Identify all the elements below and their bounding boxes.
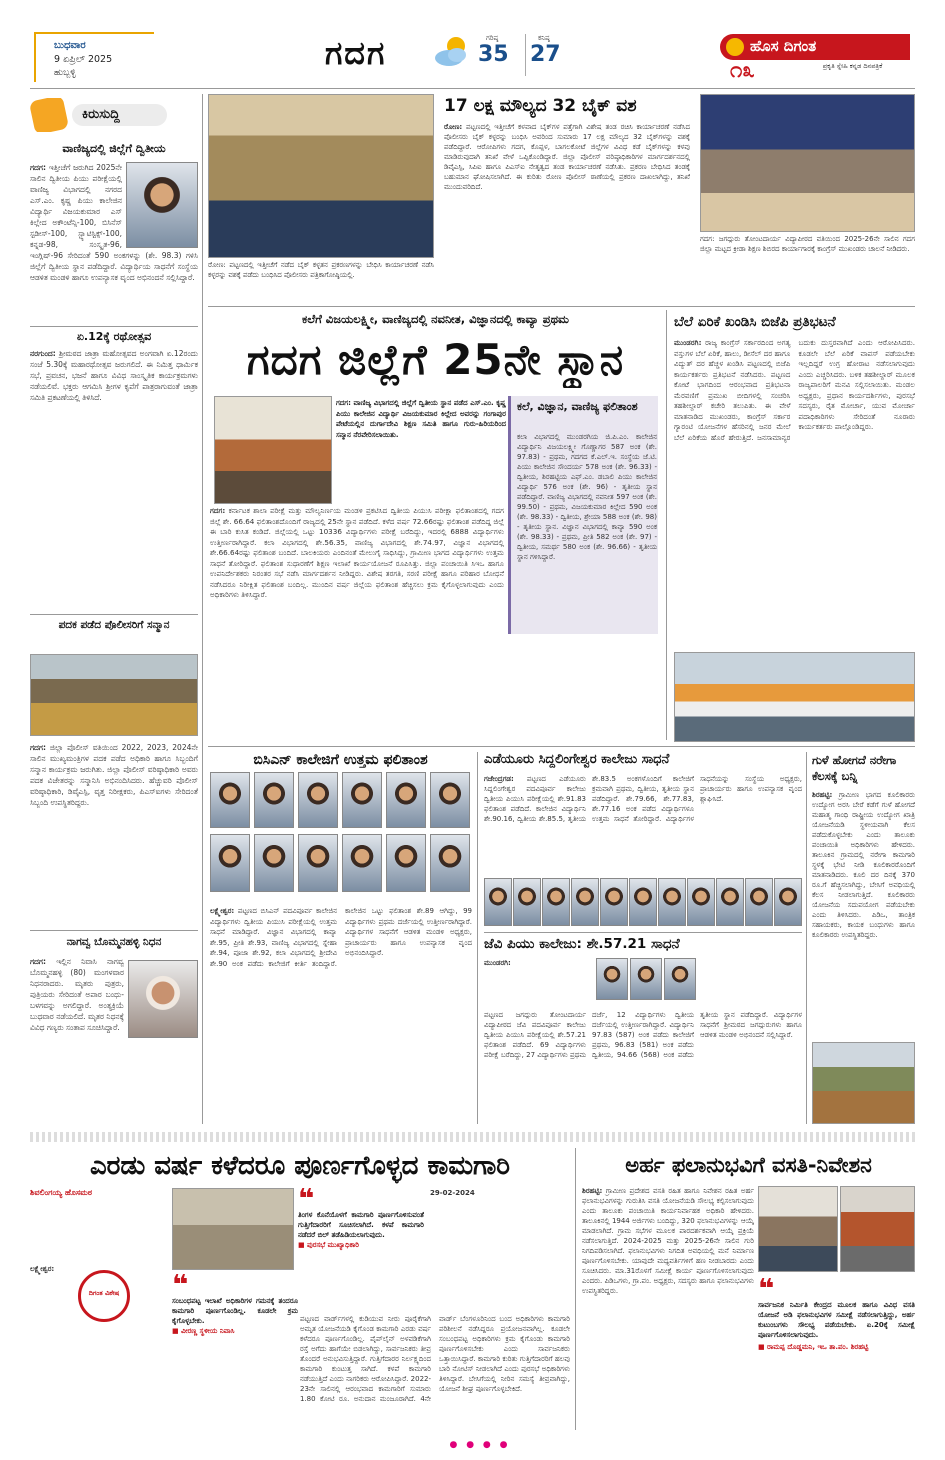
date-label: 9 ಏಪ್ರಿಲ್ 2025 [54,54,113,65]
yediyur-place: ಗಜೇಂದ್ರಗಡ: [484,775,514,783]
brand-logo [720,34,910,60]
top-row-divider [208,306,915,307]
vasati-body [582,1186,754,1426]
kamagari-quote-1-text: ತಿಂಗಳ ಕೊನೆಯೊಳಗೆ ಕಾಮಗಾರಿ ಪೂರ್ಣಗೊಳಿಸುವಂತೆ ಗುತ್ತಿಗೆದಾರರಿಗೆ ಸೂಚಿಸಲಾಗಿದೆ. ಕಳಪೆ ಕಾಮಗಾರಿ ನಡೆದರೆ ಬಿಲ್ ತಡೆಹಿಡಿಯಲಾಗುವುದು. [298,1211,424,1239]
weather-min-label: ಕನಿಷ್ಠ [538,34,550,42]
weather-icon [432,34,472,70]
vasati-headline: ಅರ್ಹ ಫಲಾನುಭವಿಗೆ ವಸತಿ-ನಿವೇಶನ [625,1153,872,1177]
bike-headline: 17 ಲಕ್ಷ ಮೌಲ್ಯದ 32 ಬೈಕ್ ವಶ [444,96,637,116]
brief-text-1: ಇತ್ತೀಚೆಗೆ ಜರುಗಿದ 2025ನೇ ಸಾಲಿನ ದ್ವಿತೀಯ ಪಿಯು ಪರೀಕ್ಷೆಯಲ್ಲಿ ವಾಣಿಜ್ಯ ವಿಭಾಗದಲ್ಲಿ ನಗರದ ಎಸ್.ಎಂ. ಕೃಷ್ಣ ಪಿಯು ಕಾಲೇಜಿನ ವಿದ್ಯಾರ್ಥಿ ವಿಜಯಕುಮಾರ ಎಸ್ ಕಿಲ್ಲೇದ ಅಕೌಂಟೆನ್ಸಿ-100, ಬಿಸಿನೆಸ್ ಸ್ಟಡೀಸ್-100, ಸ್ಟ್ಯಾಟಿಸ್ಟಿಕ್ಸ್-100, ಕನ್ನಡ-98, ಸಂಸ್ಕೃತ-96, ಇಂಗ್ಲಿಷ್-96 ಸೇರಿದಂತೆ 590 ಅಂಕಗಳನ್ನು (ಶೇ. 98.3) ಗಳಿಸಿ ಜಿಲ್ಲೆಗೆ ದ್ವಿತೀಯ ಸ್ಥಾನ ಪಡೆದಿದ್ದಾರೆ. ವಿದ್ಯಾರ್ಥಿಯ ಸಾಧನೆಗೆ ಸಂಸ್ಥೆಯ ಆಡಳಿತ ಮಂಡಳಿ ಹಾಗೂ ಉಪನ್ಯಾಸಕ ವೃಂದ ಅಭಿನಂದನೆ ಸಲ್ಲಿಸಿದ್ದಾರೆ. [30,163,198,282]
kamagari-byline: ಶಿವಲಿಂಗಯ್ಯ ಹೊಸಮಠ [30,1188,93,1197]
kamagari-place: ಲಕ್ಷ್ಮೇಶ್ವರ: [30,1265,55,1273]
student-photo [386,772,426,828]
kamagari-body-col [430,1188,570,1312]
weather-max-value: 35 [478,42,509,67]
bike-place: ರೋಣ: [444,123,463,131]
brief-title-2: ಏ.12ಕ್ಕೆ ರಥೋತ್ಸವ [76,330,152,343]
column-separator-left [202,94,203,1124]
vasati-photo-1 [758,1186,838,1272]
kirusuddi-badge [30,98,170,132]
student-photo [571,878,599,926]
bcn-headline: ಬಿಸಿಎನ್ ಕಾಲೇಜಿಗೆ ಉತ್ತಮ ಫಲಿತಾಂಶ [253,752,428,768]
logo-tagline: ಪ್ರಕೃತಿ ಸ್ನೇಹಿ ಕನ್ನಡ ದಿನಪತ್ರಿಕೆ [822,62,883,70]
vasati-photo-2 [840,1186,915,1272]
student-photo [342,834,382,892]
page-number: ೧೩ [730,58,755,83]
kirusuddi-column [30,94,198,1124]
kirusuddi-label [72,104,167,126]
bike-body [444,122,690,302]
student-photo [430,772,470,828]
jsv-headline: ಜೆವಿ ಪಿಯು ಕಾಲೇಜು: ಶೇ.57.21 ಸಾಧನೆ [484,936,680,952]
lead-side-body: ಕಲಾ ವಿಭಾಗದಲ್ಲಿ ಮುಂಡರಗಿಯ ಜಿ.ಪಿ.ಎಂ. ಕಾಲೇಜಿನ ವಿದ್ಯಾರ್ಥಿನಿ ವಿಜಯಲಕ್ಷ್ಮೀ ಗೊಣ್ಣಾಗರ 587 ಅಂಕ (ಶೇ. 97.83) - ಪ್ರಥಮ, ಗದಗದ ಕೆ.ಎಲ್.ಇ. ಸಂಸ್ಥೆಯ ಜೆ.ಟಿ. ಪಿಯು ಕಾಲೇಜಿನ ಸೌಂದರ್ಯ 578 ಅಂಕ (ಶೇ. 96.33) - ದ್ವಿತೀಯ, ಶಿರಹಟ್ಟಿಯ ಎಫ್.ಎಂ. ಡಬಾಲಿ ಪಿಯು ಕಾಲೇಜಿನ ವಿದ್ಯಾರ್ಥಿ 576 ಅಂಕ (ಶೇ. 96) - ತೃತೀಯ ಸ್ಥಾನ ಪಡೆದಿದ್ದಾರೆ. ವಾಣಿಜ್ಯ ವಿಭಾಗದಲ್ಲಿ ನವನೀತ 597 ಅಂಕ (ಶೇ. 99.50) - ಪ್ರಥಮ, ವಿಜಯಕುಮಾರ ಕಿಲ್ಲೇದ 590 ಅಂಕ (ಶೇ. 98.33) - ದ್ವಿತೀಯ, ಶ್ರೇಯಾ 588 ಅಂಕ (ಶೇ. 98) - ತೃತೀಯ ಸ್ಥಾನ. ವಿಜ್ಞಾನ ವಿಭಾಗದಲ್ಲಿ ಕಾವ್ಯಾ 590 ಅಂಕ (ಶೇ. 98.33) - ಪ್ರಥಮ, ಪ್ರೀತಿ 582 ಅಂಕ (ಶೇ. 97) - ದ್ವಿತೀಯ, ಸಮರ್ಥ 580 ಅಂಕ (ಶೇ. 96.66) - ತೃತೀಯ ಸ್ಥಾನ ಗಳಿಸಿದ್ದಾರೆ. [517,433,657,561]
middle-row-divider [208,746,915,747]
student-photo [342,772,382,828]
bjp-headline: ಬೆಲೆ ಏರಿಕೆ ಖಂಡಿಸಿ ಬಿಜೆಪಿ ಪ್ರತಿಭಟನೆ [674,314,836,330]
lead-side-title: ಕಲೆ, ವಿಜ್ಞಾನ, ವಾಣಿಜ್ಯ ಫಲಿತಾಂಶ [517,400,638,413]
digantha-vishesha-badge [78,1270,130,1322]
masthead-rule [30,88,915,89]
brief-place-1: ಗದಗ: [30,163,46,172]
yediyur-body [484,774,802,874]
quote-mark-icon: ❝ [758,1278,775,1305]
lead-kicker: ಕಲೆಗೆ ವಿಜಯಲಕ್ಷ್ಮೀ, ವಾಣಿಜ್ಯದಲ್ಲಿ ನವನೀತ, ವಿಜ್ಞಾನದಲ್ಲಿ ಕಾವ್ಯಾ ಪ್ರಥಮ [302,312,569,326]
bcn-separator [477,752,478,1124]
student-photo [298,834,338,892]
gule-headline: ಗುಳೆ ಹೋಗದೆ ನರೇಗಾ ಕೆಲಸಕ್ಕೆ ಬನ್ನಿ [812,753,897,783]
brief-text-3: ಜಿಲ್ಲಾ ಪೊಲೀಸ್ ವತಿಯಿಂದ 2022, 2023, 2024ನೇ ಸಾಲಿನ ಮುಖ್ಯಮಂತ್ರಿಗಳ ಪದಕ ಪಡೆದ ಅಧಿಕಾರಿ ಹಾಗೂ ಸಿಬ್ಬಂದಿಗೆ ಸನ್ಮಾನ ಕಾರ್ಯಕ್ರಮ ಜರುಗಿತು. ಜಿಲ್ಲಾ ಪೊಲೀಸ್ ವರಿಷ್ಠಾಧಿಕಾರಿ ಅವರು ಪದಕ ವಿಜೇತರನ್ನು ಸನ್ಮಾನಿಸಿ ಅಭಿನಂದಿಸಿದರು. ಹೆಚ್ಚುವರಿ ಪೊಲೀಸ್ ವರಿಷ್ಠಾಧಿಕಾರಿ, ಡಿವೈಎಸ್ಪಿ, ವೃತ್ತ ನಿರೀಕ್ಷಕರು, ಪಿಎಸ್ಐಗಳು ಸೇರಿದಂತೆ ಸಿಬ್ಬಂದಿ ಉಪಸ್ಥಿತರಿದ್ದರು. [30,743,198,807]
print-registration-marks: ● ● ● ● [449,1440,511,1450]
gule-separator [806,752,807,1124]
bcn-place: ಲಕ್ಷ್ಮೇಶ್ವರ: [210,907,235,915]
yediyur-headline: ಎಡೆಯೂರು ಸಿದ್ದಲಿಂಗೇಶ್ವರ ಕಾಲೇಜು ಸಾಧನೆ [484,752,670,767]
student-photo [629,878,657,926]
kamagari-quote-1 [298,1188,424,1308]
bjp-body [674,338,915,648]
brief-divider-1 [30,326,198,327]
lead-body [210,506,504,746]
student-photo [254,772,294,828]
brief-title-3: ಪದಕ ಪಡೆದ ಪೊಲೀಸರಿಗೆ ಸನ್ಮಾನ [58,619,170,631]
student-photo [298,772,338,828]
kamagari-headline: ಎರಡು ವರ್ಷ ಕಳೆದರೂ ಪೂರ್ಣಗೊಳ್ಳದ ಕಾಮಗಾರಿ [89,1151,511,1181]
city-label: ಹುಬ್ಬಳ್ಳಿ [54,68,76,78]
vasati-place: ಶಿರಹಟ್ಟಿ: [582,1187,603,1195]
brief-title-4: ನಾಗವ್ವ ಬೊಮ್ಮನಹಳ್ಳಿ ನಿಧನ [66,936,162,948]
yediyur-text: ಪಟ್ಟಣದ ಎಡೆಯೂರು ಸಿದ್ದಲಿಂಗೇಶ್ವರ ಪದವಿಪೂರ್ವ ಕಾಲೇಜು ದ್ವಿತೀಯ ಪಿಯುಸಿ ಪರೀಕ್ಷೆಯಲ್ಲಿ ಶೇ.91.83 ಫಲಿತಾಂಶ ಪಡೆದಿದೆ. ಕಾಲೇಜಿನ ವಿದ್ಯಾರ್ಥಿನಿ ಶೇ.90.16, ದ್ವಿತೀಯ ಶೇ.85.5, ತೃತೀಯ ಶೇ.83.5 ಅಂಕಗಳೊಂದಿಗೆ ಕಾಲೇಜಿಗೆ ಕ್ರಮವಾಗಿ ಪ್ರಥಮ, ದ್ವಿತೀಯ, ತೃತೀಯ ಸ್ಥಾನ ಪಡೆದಿದ್ದಾರೆ. ಶೇ.79.66, ಶೇ.77.83, ಶೇ.77.16 ಅಂಕ ಪಡೆದ ವಿದ್ಯಾರ್ಥಿಗಳೂ ಉತ್ತಮ ಸಾಧನೆ ತೋರಿದ್ದಾರೆ. ವಿದ್ಯಾರ್ಥಿಗಳ ಸಾಧನೆಯನ್ನು ಸಂಸ್ಥೆಯ ಅಧ್ಯಕ್ಷರು, ಪ್ರಾಚಾರ್ಯರು ಹಾಗೂ ಉಪನ್ಯಾಸಕ ವೃಂದ ಶ್ಲಾಘಿಸಿದೆ. [484,775,802,823]
student-photo [210,834,250,892]
edition-title: ಗದಗ [325,34,387,72]
lead-photo-caption: ಗದಗ: ವಾಣಿಜ್ಯ ವಿಭಾಗದಲ್ಲಿ ಜಿಲ್ಲೆಗೆ ದ್ವಿತೀಯ ಸ್ಥಾನ ಪಡೆದ ಎಸ್.ಎಂ. ಕೃಷ್ಣ ಪಿಯು ಕಾಲೇಜಿನ ವಿದ್ಯಾರ್ಥಿ ವಿಜಯಕುಮಾರ ಕಿಲ್ಲೇದ ಅವರನ್ನು ಗಂಗಾಪುರ ಪೇಟೆಯಲ್ಲಿನ ದುರ್ಗಾದೇವಿ ಶಿಕ್ಷಣ ಸಮಿತಿ ಹಾಗೂ ಗುರು-ಹಿರಿಯರಿಂದ ಸನ್ಮಾನ ನೆರವೇರಿಸಲಾಯಿತು. [336,399,506,439]
sports-camp-photo [700,94,915,232]
quote-mark-icon: ❝ [172,1274,189,1301]
kamagari-quote-2 [172,1274,298,1424]
vasati-text: ಗ್ರಾಮೀಣ ಪ್ರದೇಶದ ವಸತಿ ರಹಿತ ಹಾಗೂ ನಿವೇಶನ ರಹಿತ ಅರ್ಹ ಫಲಾನುಭವಿಗಳನ್ನು ಗುರುತಿಸಿ ವಸತಿ ಯೋಜನೆಯಡಿ ಸೌಲಭ್ಯ ಕಲ್ಪಿಸಲಾಗುವುದು ಎಂದು ತಾಲೂಕು ಪಂಚಾಯಿತಿ ಕಾರ್ಯನಿರ್ವಾಹಕ ಅಧಿಕಾರಿ ಹೇಳಿದರು. ತಾಲೂಕಿನಲ್ಲಿ 1944 ಅರ್ಜಿಗಳು ಬಂದಿದ್ದು, 320 ಫಲಾನುಭವಿಗಳನ್ನು ಆಯ್ಕೆ ಮಾಡಲಾಗಿದೆ. ಗ್ರಾಮ ಸಭೆಗಳ ಮೂಲಕ ಪಾರದರ್ಶಕವಾಗಿ ಆಯ್ಕೆ ಪ್ರಕ್ರಿಯೆ ನಡೆಸಲಾಗುತ್ತಿದೆ. 2024-2025 ಮತ್ತು 2025-26ನೇ ಸಾಲಿನ ಗುರಿ ನಿಗದಿಪಡಿಸಲಾಗಿದೆ. ಫಲಾನುಭವಿಗಳು ನಿಗದಿತ ಅವಧಿಯಲ್ಲಿ ಮನೆ ನಿರ್ಮಾಣ ಪೂರ್ಣಗೊಳಿಸಬೇಕು. ಯಾವುದೇ ಮಧ್ಯವರ್ತಿಗಳಿಗೆ ಹಣ ನೀಡಬಾರದು ಎಂದು ಸೂಚಿಸಿದರು. ಮಾ.31ರೊಳಗೆ ಸಮೀಕ್ಷೆ ಕಾರ್ಯ ಪೂರ್ಣಗೊಳಿಸಲಾಗುವುದು ಎಂದರು. ಪಿಡಿಒಗಳು, ಗ್ರಾ.ಪಂ. ಅಧ್ಯಕ್ಷರು, ಸದಸ್ಯರು ಹಾಗೂ ಫಲಾನುಭವಿಗಳು ಉಪಸ್ಥಿತರಿದ್ದರು. [582,1187,754,1295]
jsv-place: ಮುಂಡರಗಿ: [484,959,511,967]
digantha-vishesha-label: ದಿಗಂತ ವಿಶೇಷ [88,1289,120,1297]
brief-title-1: ವಾಣಿಜ್ಯದಲ್ಲಿ ಜಿಲ್ಲೆಗೆ ದ್ವಿತೀಯ [62,142,166,155]
gule-place: ಶಿರಹಟ್ಟಿ: [812,791,833,799]
day-label: ಬುಧವಾರ [54,40,86,51]
jsv-body: ಪಟ್ಟಣದ ಜಗದ್ಗುರು ತೋಂಟದಾರ್ಯ ವಿದ್ಯಾಪೀಠದ ಜೆವಿ ಪದವಿಪೂರ್ವ ಕಾಲೇಜು ದ್ವಿತೀಯ ಪಿಯುಸಿ ಪರೀಕ್ಷೆಯಲ್ಲಿ ಶೇ.57.21 ಫಲಿತಾಂಶ ಪಡೆದಿದೆ. 69 ವಿದ್ಯಾರ್ಥಿಗಳು ಪರೀಕ್ಷೆ ಬರೆದಿದ್ದು, 27 ವಿದ್ಯಾರ್ಥಿಗಳು ಪ್ರಥಮ ದರ್ಜೆ, 12 ವಿದ್ಯಾರ್ಥಿಗಳು ದ್ವಿತೀಯ ದರ್ಜೆಯಲ್ಲಿ ಉತ್ತೀರ್ಣರಾಗಿದ್ದಾರೆ. ವಿದ್ಯಾರ್ಥಿನಿ 97.83 (587) ಅಂಕ ಪಡೆದು ಕಾಲೇಜಿಗೆ ಪ್ರಥಮ, 96.83 (581) ಅಂಕ ಪಡೆದು ದ್ವಿತೀಯ, 94.66 (568) ಅಂಕ ಪಡೆದು ತೃತೀಯ ಸ್ಥಾನ ಪಡೆದಿದ್ದಾರೆ. ವಿದ್ಯಾರ್ಥಿಗಳ ಸಾಧನೆಗೆ ಶ್ರೀಮಠದ ಜಗದ್ಗುರುಗಳು ಹಾಗೂ ಆಡಳಿತ ಮಂಡಳಿ ಅಭಿನಂದನೆ ಸಲ್ಲಿಸಿದ್ದಾರೆ. [484,1011,802,1059]
logo-text: ಹೊಸ ದಿಗಂತ [750,37,817,55]
lead-headline: ಗದಗ ಜಿಲ್ಲೆಗೆ 25ನೇ ಸ್ಥಾನ [246,335,625,384]
student-photo [716,878,744,926]
student-photo [513,878,541,926]
brief-photo-police [30,654,198,736]
student-photo [687,878,715,926]
weather-max-label: ಗರಿಷ್ಠ [486,34,499,42]
bjp-photo [674,652,915,742]
brief-body-1 [30,162,198,322]
brief-text-4: ಇಲ್ಲಿನ ನಿವಾಸಿ ನಾಗವ್ವ ಬೊಮ್ಮನಹಳ್ಳಿ (80) ಮಂಗಳವಾರ ನಿಧನರಾದರು. ಮೃತರು ಪುತ್ರರು, ಪುತ್ರಿಯರು ಸೇರಿದಂತೆ ಅಪಾರ ಬಂಧು-ಬಳಗವನ್ನು ಅಗಲಿದ್ದಾರೆ. ಅಂತ್ಯಕ್ರಿಯೆ ಬುಧವಾರ ನಡೆಯಲಿದೆ. ಮೃತರ ನಿಧನಕ್ಕೆ ವಿವಿಧ ಗಣ್ಯರು ಸಂತಾಪ ಸೂಚಿಸಿದ್ದಾರೆ. [30,957,124,1032]
date-block [34,32,154,82]
gule-photo [812,1042,915,1124]
logo-sun-icon [726,38,744,56]
quote-mark-icon: ❝ [298,1188,315,1215]
brief-body-3 [30,742,198,922]
weather-max [478,34,528,76]
weather-min [525,34,575,76]
bjp-place: ಮುಂಡರಗಿ: [674,338,702,347]
gule-body [812,790,915,1038]
police-photo-caption: ರೋಣ: ಪಟ್ಟಣದಲ್ಲಿ ಇತ್ತೀಚೆಗೆ ನಡೆದ ಬೈಕ್ ಕಳ್ಳತನ ಪ್ರಕರಣಗಳನ್ನು ಬೇಧಿಸಿ ಕಾರ್ಯಾಚರಣೆ ನಡೆಸಿ ಕಳ್ಳರನ್ನು ವಶಕ್ಕೆ ಪಡೆದು ಬಂಧಿಸಿದ ಪೊಲೀಸರು ಪತ್ರಿಕಾಗೋಷ್ಠಿಯಲ್ಲಿ. [208,261,434,279]
student-photo [542,878,570,926]
student-photo [774,878,802,926]
brief-body-4 [30,956,198,1046]
weather-min-value: 27 [530,42,561,67]
vasati-quote-text: ಸಾರ್ವಜನಿಕ ನಿರ್ಮಿತಿ ಕೇಂದ್ರದ ಮೂಲಕ ಹಾಗೂ ವಿವಿಧ ವಸತಿ ಯೋಜನೆ ಅಡಿ ಫಲಾನುಭವಿಗಳ ಸಮೀಕ್ಷೆ ನಡೆಸಲಾಗುತ್ತಿದ್ದು, ಅರ್ಹ ಕುಟುಂಬಗಳು ಸೌಲಭ್ಯ ಪಡೆಯಬೇಕು. ಏ.20ಕ್ಕೆ ಸಮೀಕ್ಷೆ ಪೂರ್ಣಗೊಳಿಸಲಾಗುವುದು. [758,1301,915,1339]
bcn-body [210,906,472,1124]
bottom-band [30,1132,915,1142]
yediyur-photo-strip [484,878,802,928]
hand-icon [30,98,69,132]
student-photo [254,834,294,892]
bcn-photo-grid [210,772,472,898]
lead-right-separator [666,310,667,740]
kamagari-date: 29-02-2024 [430,1189,475,1197]
bjp-text: ರಾಜ್ಯ ಕಾಂಗ್ರೆಸ್ ಸರ್ಕಾರದಿಂದ ಅಗತ್ಯ ವಸ್ತುಗಳ ಬೆಲೆ ಏರಿಕೆ, ಹಾಲು, ಡೀಸೆಲ್ ದರ ಹಾಗೂ ವಿದ್ಯುತ್ ದರ ಹೆಚ್ಚಳ ಖಂಡಿಸಿ ಪಟ್ಟಣದಲ್ಲಿ ಬಿಜೆಪಿ ಕಾರ್ಯಕರ್ತರು ಪ್ರತಿಭಟನೆ ನಡೆಸಿದರು. ಪಟ್ಟಣದ ಕೋಟೆ ಭಾಗದಿಂದ ಆರಂಭವಾದ ಪ್ರತಿಭಟನಾ ಮೆರವಣಿಗೆ ಪ್ರಮುಖ ಬೀದಿಗಳಲ್ಲಿ ಸಂಚರಿಸಿ ತಹಶೀಲ್ದಾರ್ ಕಚೇರಿ ತಲುಪಿತು. ಈ ವೇಳೆ ಮಾತನಾಡಿದ ಮುಖಂಡರು, ಕಾಂಗ್ರೆಸ್ ಸರ್ಕಾರ ಗ್ಯಾರಂಟಿ ಯೋಜನೆಗಳ ಹೆಸರಿನಲ್ಲಿ ಜನರ ಮೇಲೆ ಬೆಲೆ ಏರಿಕೆಯ ಹೊರೆ ಹೇರುತ್ತಿದೆ. ಜನಸಾಮಾನ್ಯರ ಬದುಕು ದುಸ್ತರವಾಗಿದೆ ಎಂದು ಆರೋಪಿಸಿದರು. ಕೂಡಲೇ ಬೆಲೆ ಏರಿಕೆ ವಾಪಸ್ ಪಡೆಯಬೇಕು ಇಲ್ಲದಿದ್ದರೆ ಉಗ್ರ ಹೋರಾಟ ನಡೆಸಲಾಗುವುದು ಎಂದು ಎಚ್ಚರಿಸಿದರು. ಬಳಿಕ ತಹಶೀಲ್ದಾರ್ ಮೂಲಕ ರಾಜ್ಯಪಾಲರಿಗೆ ಮನವಿ ಸಲ್ಲಿಸಲಾಯಿತು. ಮಂಡಲ ಅಧ್ಯಕ್ಷರು, ಪ್ರಧಾನ ಕಾರ್ಯದರ್ಶಿಗಳು, ಪುರಸಭೆ ಸದಸ್ಯರು, ರೈತ ಮೋರ್ಚಾ, ಯುವ ಮೋರ್ಚಾ ಪದಾಧಿಕಾರಿಗಳು ಸೇರಿದಂತೆ ನೂರಾರು ಕಾರ್ಯಕರ್ತರು ಪಾಲ್ಗೊಂಡಿದ್ದರು. [674,338,915,442]
police-photo [208,94,434,258]
lead-photo [214,396,332,504]
kamagari-separator [575,1148,576,1430]
brief-place-2: ನರಗುಂದ: [30,349,56,358]
student-photo [484,878,512,926]
student-photo [386,834,426,892]
brief-place-4: ಗದಗ: [30,957,46,966]
kamagari-quote-1-by: ■ ಪುರಸಭೆ ಮುಖ್ಯಾಧಿಕಾರಿ [298,1241,359,1249]
student-photo [210,772,250,828]
lead-side-box [508,396,658,634]
lead-place: ಗದಗ: [210,506,226,515]
sports-camp-caption: ಗದಗ: ಜಗದ್ಗುರು ತೋಂಟದಾರ್ಯ ವಿದ್ಯಾಪೀಠದ ವತಿಯಿಂದ 2025-26ನೇ ಸಾಲಿನ ಗದಗ ಜಿಲ್ಲಾ ಮಟ್ಟದ ಕ್ರೀಡಾ ಶಿಕ್ಷಣ ಶಿಬಿರದ ಕಾರ್ಯಾಗಾರಕ್ಕೆ ಕಾಂಗ್ರೆಸ್ ಮುಖಂಡರು ಚಾಲನೆ ನೀಡಿದರು. [700,235,915,253]
student-photo [745,878,773,926]
brief-place-3: ಗದಗ: [30,743,46,752]
kamagari-quote-2-by: ■ ವೀರಣ್ಣ ಸ್ಥಳೀಯ ನಿವಾಸಿ [172,1327,235,1335]
brief-body-2 [30,348,198,610]
gule-text: ಗ್ರಾಮೀಣ ಭಾಗದ ಕೂಲಿಕಾರರು ಉದ್ಯೋಗ ಅರಸಿ ಬೇರೆ ಕಡೆಗೆ ಗುಳೆ ಹೋಗದೆ ಮಹಾತ್ಮ ಗಾಂಧಿ ರಾಷ್ಟ್ರೀಯ ಉದ್ಯೋಗ ಖಾತ್ರಿ ಯೋಜನೆಯಡಿ ಸ್ಥಳೀಯವಾಗಿ ಕೆಲಸ ಪಡೆದುಕೊಳ್ಳಬೇಕು ಎಂದು ತಾಲೂಕು ಪಂಚಾಯಿತಿ ಅಧಿಕಾರಿಗಳು ಹೇಳಿದರು. ತಾಲೂಕಿನ ಗ್ರಾಮದಲ್ಲಿ ನರೇಗಾ ಕಾಮಗಾರಿ ಸ್ಥಳಕ್ಕೆ ಭೇಟಿ ನೀಡಿ ಕೂಲಿಕಾರರೊಂದಿಗೆ ಮಾತನಾಡಿದರು. ಕೂಲಿ ದರ ದಿನಕ್ಕೆ 370 ರೂ.ಗೆ ಹೆಚ್ಚಿಸಲಾಗಿದ್ದು, ಬೇಸಿಗೆ ಅವಧಿಯಲ್ಲಿ ಕೆಲಸ ನೀಡಲಾಗುತ್ತಿದೆ. ಕೂಲಿಕಾರರು ಯೋಜನೆಯ ಸದುಪಯೋಗ ಪಡೆಯಬೇಕು ಎಂದು ತಿಳಿಸಿದರು. ಪಿಡಿಒ, ತಾಂತ್ರಿಕ ಸಹಾಯಕರು, ಕಾಯಕ ಬಂಧುಗಳು ಹಾಗೂ ಕೂಲಿಕಾರರು ಉಪಸ್ಥಿತರಿದ್ದರು. [812,791,915,939]
student-photo [658,878,686,926]
brief-text-2: ಶ್ರೀಮಠದ ಜಾತ್ರಾ ಮಹೋತ್ಸವದ ಅಂಗವಾಗಿ ಏ.12ರಂದು ಸಂಜೆ 5.30ಕ್ಕೆ ಮಹಾರಥೋತ್ಸವ ಜರುಗಲಿದೆ. ಈ ನಿಮಿತ್ತ ಧಾರ್ಮಿಕ ಸಭೆ, ಪ್ರವಚನ, ಭಜನೆ ಹಾಗೂ ವಿವಿಧ ಸಾಂಸ್ಕೃತಿಕ ಕಾರ್ಯಕ್ರಮಗಳು ನಡೆಯಲಿವೆ. ಭಕ್ತರು ಆಗಮಿಸಿ ಶ್ರೀಗಳ ಕೃಪೆಗೆ ಪಾತ್ರರಾಗುವಂತೆ ಜಾತ್ರಾ ಸಮಿತಿ ಪ್ರಕಟಣೆಯಲ್ಲಿ ತಿಳಿಸಿದೆ. [30,349,198,402]
bcn-text: ಪಟ್ಟಣದ ಬಿಸಿಎನ್ ಪದವಿಪೂರ್ವ ಕಾಲೇಜಿನ ವಿದ್ಯಾರ್ಥಿಗಳು ದ್ವಿತೀಯ ಪಿಯುಸಿ ಪರೀಕ್ಷೆಯಲ್ಲಿ ಉತ್ತಮ ಸಾಧನೆ ಮಾಡಿದ್ದಾರೆ. ವಿಜ್ಞಾನ ವಿಭಾಗದಲ್ಲಿ ಕಾವ್ಯಾ ಶೇ.95, ಪ್ರೀತಿ ಶೇ.93, ವಾಣಿಜ್ಯ ವಿಭಾಗದಲ್ಲಿ ಸ್ನೇಹಾ ಶೇ.94, ಪೂಜಾ ಶೇ.92, ಕಲಾ ವಿಭಾಗದಲ್ಲಿ ಶ್ರೀದೇವಿ ಶೇ.90 ಅಂಕ ಪಡೆದು ಕಾಲೇಜಿಗೆ ಕೀರ್ತಿ ತಂದಿದ್ದಾರೆ. ಕಾಲೇಜಿನ ಒಟ್ಟು ಫಲಿತಾಂಶ ಶೇ.89 ಆಗಿದ್ದು, 99 ವಿದ್ಯಾರ್ಥಿಗಳು ಪ್ರಥಮ ದರ್ಜೆಯಲ್ಲಿ ಉತ್ತೀರ್ಣರಾಗಿದ್ದಾರೆ. ವಿದ್ಯಾರ್ಥಿಗಳ ಸಾಧನೆಗೆ ಆಡಳಿತ ಮಂಡಳಿ ಅಧ್ಯಕ್ಷರು, ಪ್ರಾಚಾರ್ಯರು ಹಾಗೂ ಉಪನ್ಯಾಸಕ ವೃಂದ ಅಭಿನಂದಿಸಿದ್ದಾರೆ. [210,907,472,968]
student-photo [430,834,470,892]
jsv-divider [484,932,802,933]
lead-text: ಕರ್ನಾಟಕ ಶಾಲಾ ಪರೀಕ್ಷೆ ಮತ್ತು ಮೌಲ್ಯನಿರ್ಣಯ ಮಂಡಳಿ ಪ್ರಕಟಿಸಿದ ದ್ವಿತೀಯ ಪಿಯುಸಿ ಪರೀಕ್ಷಾ ಫಲಿತಾಂಶದಲ್ಲಿ ಗದಗ ಜಿಲ್ಲೆ ಶೇ. 66.64 ಫಲಿತಾಂಶದೊಂದಿಗೆ ರಾಜ್ಯದಲ್ಲಿ 25ನೇ ಸ್ಥಾನ ಪಡೆದಿದೆ. ಕಳೆದ ವರ್ಷ 72.66ರಷ್ಟು ಫಲಿತಾಂಶ ಪಡೆದಿದ್ದ ಜಿಲ್ಲೆ ಈ ಬಾರಿ ಕುಸಿತ ಕಂಡಿದೆ. ಜಿಲ್ಲೆಯಲ್ಲಿ ಒಟ್ಟು 10336 ವಿದ್ಯಾರ್ಥಿಗಳು ಪರೀಕ್ಷೆ ಬರೆದಿದ್ದು, ಇದರಲ್ಲಿ 6888 ವಿದ್ಯಾರ್ಥಿಗಳು ಉತ್ತೀರ್ಣರಾಗಿದ್ದಾರೆ. ಕಲಾ ವಿಭಾಗದಲ್ಲಿ ಶೇ.56.35, ವಾಣಿಜ್ಯ ವಿಭಾಗದಲ್ಲಿ ಶೇ.74.97, ವಿಜ್ಞಾನ ವಿಭಾಗದಲ್ಲಿ ಶೇ.66.64ರಷ್ಟು ಫಲಿತಾಂಶ ಬಂದಿದೆ. ಬಾಲಕಿಯರು ಎಂದಿನಂತೆ ಮೇಲುಗೈ ಸಾಧಿಸಿದ್ದು, ಗ್ರಾಮೀಣ ಭಾಗದ ವಿದ್ಯಾರ್ಥಿಗಳು ಉತ್ತಮ ಸಾಧನೆ ತೋರಿದ್ದಾರೆ. ಫಲಿತಾಂಶ ಸುಧಾರಣೆಗೆ ಶಿಕ್ಷಣ ಇಲಾಖೆ ಕಾರ್ಯಯೋಜನೆ ರೂಪಿಸಿತ್ತು. ಜಿಲ್ಲಾ ಪಂಚಾಯಿತಿ ಸಿಇಒ ಹಾಗೂ ಉಪನಿರ್ದೇಶಕರು ನಿರಂತರ ಸಭೆ ನಡೆಸಿ ಮಾರ್ಗದರ್ಶನ ನೀಡಿದ್ದರು. ವಿಶೇಷ ತರಗತಿ, ಸರಣಿ ಪರೀಕ್ಷೆ ಹಾಗೂ ಪರಿಹಾರ ಬೋಧನೆ ನಡೆಸಿದರೂ ನಿರೀಕ್ಷಿತ ಫಲಿತಾಂಶ ಬಂದಿಲ್ಲ. ಮುಂದಿನ ವರ್ಷ ಜಿಲ್ಲೆಯ ಫಲಿತಾಂಶ ಹೆಚ್ಚಿಸಲು ಕ್ರಮ ಕೈಗೊಳ್ಳಲಾಗುವುದು ಎಂದು ಅಧಿಕಾರಿಗಳು ತಿಳಿಸಿದ್ದಾರೆ. [210,506,504,599]
kamagari-quote-2-text: ಸಂಬಂಧಪಟ್ಟ ಇಲಾಖೆ ಅಧಿಕಾರಿಗಳ ಗಮನಕ್ಕೆ ತಂದರೂ ಕಾಮಗಾರಿ ಪೂರ್ಣಗೊಂಡಿಲ್ಲ. ಕೂಡಲೇ ಕ್ರಮ ಕೈಗೊಳ್ಳಬೇಕು. [172,1297,298,1325]
vasati-quote [758,1278,915,1426]
brief-divider-3 [30,930,198,931]
bike-text: ಪಟ್ಟಣದಲ್ಲಿ ಇತ್ತೀಚೆಗೆ ಕಳವಾದ ಬೈಕ್‌ಗಳ ಪತ್ತೆಗಾಗಿ ವಿಶೇಷ ತಂಡ ರಚಿಸಿ ಕಾರ್ಯಾಚರಣೆ ನಡೆಸಿದ ಪೊಲೀಸರು ಬೈಕ್ ಕಳ್ಳರನ್ನು ಬಂಧಿಸಿ ಅವರಿಂದ ಸುಮಾರು 17 ಲಕ್ಷ ಮೌಲ್ಯದ 32 ಬೈಕ್‌ಗಳನ್ನು ವಶಕ್ಕೆ ಪಡೆದಿದ್ದಾರೆ. ಆರೋಪಿಗಳು ಗದಗ, ಕೊಪ್ಪಳ, ಬಾಗಲಕೋಟೆ ಜಿಲ್ಲೆಗಳ ವಿವಿಧ ಕಡೆ ಬೈಕ್‌ಗಳನ್ನು ಕಳವು ಮಾಡಿರುವುದಾಗಿ ತನಿಖೆ ವೇಳೆ ಒಪ್ಪಿಕೊಂಡಿದ್ದಾರೆ. ಜಿಲ್ಲಾ ಪೊಲೀಸ್ ವರಿಷ್ಠಾಧಿಕಾರಿಗಳ ಮಾರ್ಗದರ್ಶನದಲ್ಲಿ ಡಿವೈಎಸ್ಪಿ, ಸಿಪಿಐ ಹಾಗೂ ಪಿಎಸ್ಐ ನೇತೃತ್ವದ ತಂಡ ಕಾರ್ಯಾಚರಣೆ ನಡೆಸಿತು. ಪ್ರಕರಣ ಬೇಧಿಸಿದ ತಂಡಕ್ಕೆ ಬಹುಮಾನ ಘೋಷಿಸಲಾಗಿದೆ. ಈ ಕುರಿತು ರೋಣ ಪೊಲೀಸ್ ಠಾಣೆಯಲ್ಲಿ ಪ್ರಕರಣ ದಾಖಲಾಗಿದ್ದು, ತನಿಖೆ ಮುಂದುವರಿದಿದೆ. [444,123,690,191]
brief-divider-2 [30,614,198,615]
masthead [0,0,945,92]
kamagari-body: ಪಟ್ಟಣದ ವಾರ್ಡ್‌ಗಳಲ್ಲಿ ಕುಡಿಯುವ ನೀರು ಪೂರೈಕೆಗಾಗಿ ಅಮೃತ ಯೋಜನೆಯಡಿ ಕೈಗೊಂಡ ಕಾಮಗಾರಿ ಎರಡು ವರ್ಷ ಕಳೆದರೂ ಪೂರ್ಣಗೊಂಡಿಲ್ಲ. ಪೈಪ್‌ಲೈನ್ ಅಳವಡಿಕೆಗಾಗಿ ರಸ್ತೆ ಅಗೆದು ಹಾಗೆಯೇ ಬಿಡಲಾಗಿದ್ದು, ಸಾರ್ವಜನಿಕರು ತೀವ್ರ ತೊಂದರೆ ಅನುಭವಿಸುತ್ತಿದ್ದಾರೆ. ಗುತ್ತಿಗೆದಾರರ ನಿರ್ಲಕ್ಷ್ಯದಿಂದ ಕಾಮಗಾರಿ ಕುಂಟುತ್ತ ಸಾಗಿದೆ. ಕಳಪೆ ಕಾಮಗಾರಿ ನಡೆಯುತ್ತಿದೆ ಎಂದು ನಾಗರಿಕರು ಆರೋಪಿಸಿದ್ದಾರೆ. 2022-23ನೇ ಸಾಲಿನಲ್ಲಿ ಆರಂಭವಾದ ಕಾಮಗಾರಿಗೆ ಸುಮಾರು 1.80 ಕೋಟಿ ರೂ. ಅನುದಾನ ಮಂಜೂರಾಗಿದೆ. 4ನೇ ವಾರ್ಡ್ ಬೆಂಗಳೂರಿನಿಂದ ಬಂದ ಅಧಿಕಾರಿಗಳು ಕಾಮಗಾರಿ ಪರಿಶೀಲನೆ ನಡೆಸಿದ್ದರೂ ಪ್ರಯೋಜನವಾಗಿಲ್ಲ. ಕೂಡಲೇ ಸಂಬಂಧಪಟ್ಟ ಅಧಿಕಾರಿಗಳು ಕ್ರಮ ಕೈಗೊಂಡು ಕಾಮಗಾರಿ ಪೂರ್ಣಗೊಳಿಸಬೇಕು ಎಂದು ಸಾರ್ವಜನಿಕರು ಒತ್ತಾಯಿಸಿದ್ದಾರೆ. ಕಾಮಗಾರಿ ಕುರಿತು ಗುತ್ತಿಗೆದಾರರಿಗೆ ಹಲವು ಬಾರಿ ನೋಟಿಸ್ ನೀಡಲಾಗಿದೆ ಎಂದು ಪುರಸಭೆ ಅಧಿಕಾರಿಗಳು ತಿಳಿಸಿದ್ದಾರೆ. ಬೇಸಿಗೆಯಲ್ಲಿ ನೀರಿನ ಸಮಸ್ಯೆ ತೀವ್ರವಾಗಿದ್ದು, ಯೋಜನೆ ಶೀಘ್ರ ಪೂರ್ಣಗೊಳ್ಳಬೇಕಿದೆ. [300,1315,570,1403]
kirusuddi-label-text: ಕಿರುಸುದ್ದಿ [82,107,120,122]
kamagari-photo [172,1188,294,1270]
vasati-quote-by: ■ ರಾಮಪ್ಪ ದೊಡ್ಡಮನಿ, ಇಒ ತಾ.ಪಂ. ಶಿರಹಟ್ಟಿ [758,1343,869,1351]
student-photo [600,878,628,926]
